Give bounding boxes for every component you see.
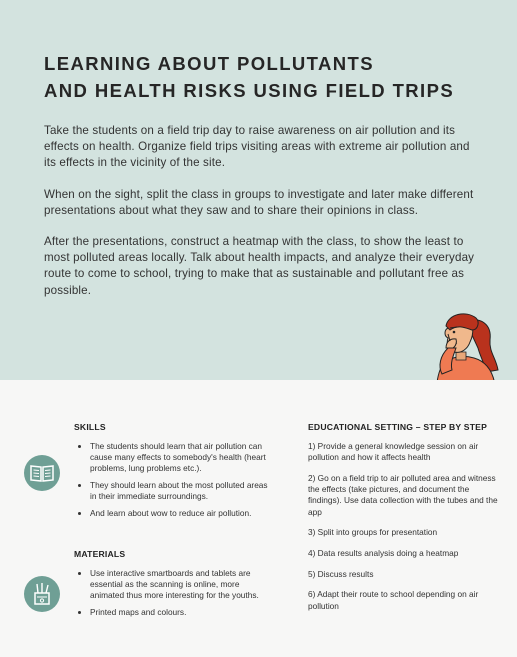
- list-item: Use interactive smartboards and tablets are essential as the scanning is online, more animated thus more interesting for the youths.: [76, 568, 268, 602]
- intro-paragraph-1: Take the students on a field trip day to raise awareness on air pollution and its effects on health. Organize field trips visiting areas with extreme air pollution and its effects in the vicinity of the site.: [44, 124, 470, 170]
- intro-text: [44, 123, 484, 314]
- title-line-1: LEARNING ABOUT POLLUTANTS: [44, 53, 374, 74]
- title-line-2: AND HEALTH RISKS USING FIELD TRIPS: [44, 80, 455, 101]
- pencil-cup-icon: [24, 576, 60, 612]
- skills-list: [76, 441, 268, 525]
- materials-heading: MATERIALS: [74, 549, 126, 559]
- step-item: 6) Adapt their route to school depending on air pollution: [308, 589, 479, 611]
- intro-paragraph-3: After the presentations, construct a heatmap with the class, to show the least to most polluted areas locally. Talk about health impacts, and analyze their everyday route to come to school, trying to make that as sustainable and pollutant free as possible.: [44, 235, 475, 297]
- page-title: [44, 50, 484, 104]
- step-item: 2) Go on a field trip to air polluted area and witness the effects (take pictures, and document the findings). Use data collection with the tubes and the app: [308, 472, 498, 517]
- step-item: 3) Split into groups for presentation: [308, 527, 438, 538]
- list-item: Printed maps and colours.: [76, 607, 268, 618]
- list-item: And learn about wow to reduce air pollution.: [76, 508, 268, 519]
- materials-icon-circle: [24, 576, 60, 612]
- step-item: 5) Discuss results: [308, 568, 374, 579]
- steps-list: [308, 441, 498, 621]
- steps-heading: EDUCATIONAL SETTING – STEP BY STEP: [308, 422, 488, 432]
- list-item: They should learn about the most polluted areas in their immediate surroundings.: [76, 480, 268, 502]
- intro-paragraph-2: When on the sight, split the class in groups to investigate and later make different presentations about what they saw and to share their opinions in class.: [44, 187, 474, 217]
- open-book-icon: [24, 455, 60, 491]
- step-item: 1) Provide a general knowledge session on air pollution and how it affects health: [308, 441, 479, 463]
- step-item: 4) Data results analysis doing a heatmap: [308, 547, 459, 558]
- skills-icon-circle: [24, 455, 60, 491]
- list-item: The students should learn that air pollution can cause many effects to somebody's health (heart problems, lung problems etc.).: [76, 441, 268, 475]
- materials-list: [76, 568, 268, 624]
- skills-heading: SKILLS: [74, 422, 106, 432]
